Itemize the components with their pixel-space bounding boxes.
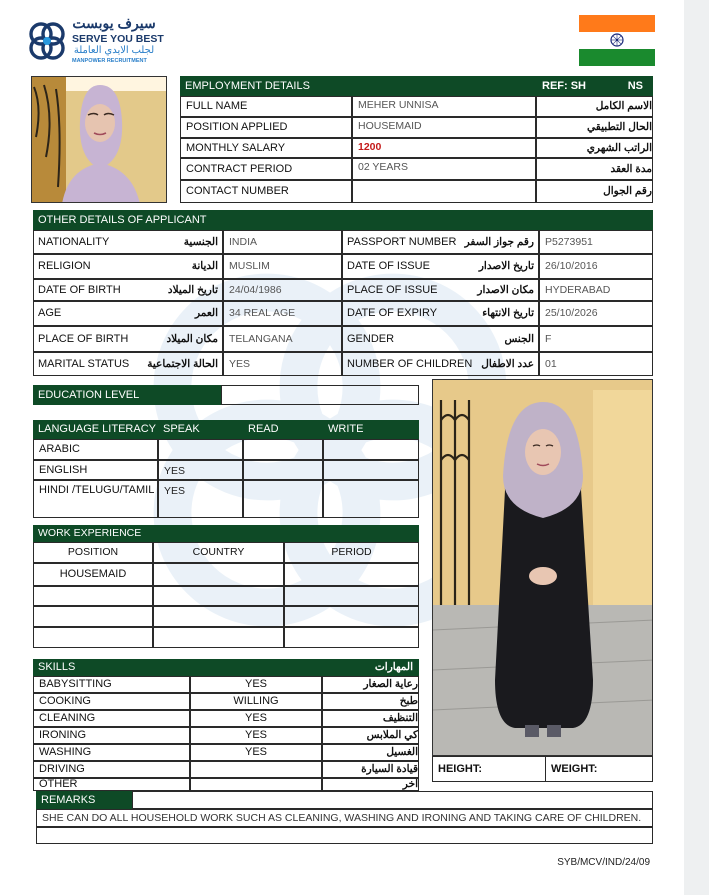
education-level-title: EDUCATION LEVEL bbox=[38, 388, 140, 401]
work-position: HOUSEMAID bbox=[33, 563, 153, 586]
skill-arabic: الغسيل bbox=[322, 744, 419, 761]
remarks-blank-row bbox=[36, 827, 653, 844]
skill-arabic: قيادة السيارة bbox=[322, 761, 419, 778]
ref-label: REF: SH bbox=[542, 79, 586, 92]
skill-arabic: اخر bbox=[322, 778, 419, 791]
work-period bbox=[284, 586, 419, 606]
employment-label: FULL NAME bbox=[180, 96, 352, 117]
other-right-value: 26/10/2016 bbox=[539, 254, 653, 279]
other-right-label: PLACE OF ISSUE bbox=[347, 283, 438, 296]
other-left-arabic: تاريخ الميلاد bbox=[167, 283, 218, 296]
skill-value: YES bbox=[190, 727, 322, 744]
language-name: ARABIC bbox=[33, 439, 158, 460]
work-country bbox=[153, 606, 284, 627]
other-details-header bbox=[33, 210, 342, 230]
skill-arabic: رعاية الصغار bbox=[322, 676, 419, 693]
language-speak bbox=[158, 439, 243, 460]
work-country bbox=[153, 627, 284, 648]
work-country bbox=[153, 563, 284, 586]
other-right-label: GENDER bbox=[347, 332, 395, 345]
language-name: HINDI /TELUGU/TAMIL bbox=[33, 480, 158, 518]
employment-label: MONTHLY SALARY bbox=[180, 138, 352, 158]
other-left-label: DATE OF BIRTH bbox=[38, 283, 121, 296]
employment-label: CONTACT NUMBER bbox=[180, 180, 352, 203]
education-level-header bbox=[33, 385, 221, 405]
work-position bbox=[33, 627, 153, 648]
other-details-title: OTHER DETAILS OF APPLICANT bbox=[38, 213, 207, 226]
skill-name: DRIVING bbox=[33, 761, 190, 778]
employment-value bbox=[352, 180, 536, 203]
other-left-label-cell bbox=[33, 326, 223, 352]
language-read bbox=[243, 460, 323, 480]
other-left-arabic: الديانة bbox=[191, 260, 218, 273]
skill-value: YES bbox=[190, 676, 322, 693]
applicant-full-photo bbox=[432, 379, 653, 756]
language-name: ENGLISH bbox=[33, 460, 158, 480]
skill-value: WILLING bbox=[190, 693, 322, 710]
remarks-header bbox=[36, 791, 132, 809]
other-right-label: DATE OF EXPIRY bbox=[347, 307, 438, 320]
work-country bbox=[153, 586, 284, 606]
employment-label: CONTRACT PERIOD bbox=[180, 158, 352, 180]
ashoka-chakra-icon bbox=[610, 33, 624, 47]
skill-name: OTHER bbox=[33, 778, 190, 791]
agency-name-arabic: سيرف يوبست bbox=[72, 15, 156, 31]
flag-saffron-band bbox=[579, 15, 655, 32]
skill-value: YES bbox=[190, 710, 322, 727]
remarks-header-bar bbox=[132, 791, 653, 809]
skill-name: WASHING bbox=[33, 744, 190, 761]
other-left-value: MUSLIM bbox=[223, 254, 342, 279]
agency-logo bbox=[24, 14, 194, 70]
employment-arabic-label: الاسم الكامل bbox=[536, 96, 653, 117]
other-right-value: 25/10/2026 bbox=[539, 301, 653, 326]
other-left-label: NATIONALITY bbox=[38, 235, 110, 248]
other-right-arabic: الجنس bbox=[504, 332, 534, 345]
skill-name: COOKING bbox=[33, 693, 190, 710]
flag-green-band bbox=[579, 49, 655, 66]
footer-code: SYB/MCV/IND/24/09 bbox=[557, 857, 650, 868]
other-left-arabic: العمر bbox=[194, 307, 218, 320]
work-experience-header-right bbox=[226, 525, 419, 542]
other-right-value: P5273951 bbox=[539, 230, 653, 254]
employment-arabic-label: رقم الجوال bbox=[536, 180, 653, 203]
other-left-label-cell bbox=[33, 254, 223, 279]
other-right-label-cell bbox=[342, 254, 539, 279]
other-left-label-cell bbox=[33, 230, 223, 254]
other-right-label: NUMBER OF CHILDREN bbox=[347, 357, 473, 370]
skill-value bbox=[190, 778, 322, 791]
other-right-label-cell bbox=[342, 352, 539, 376]
applicant-headshot bbox=[31, 76, 167, 203]
employment-arabic-label: الراتب الشهري bbox=[536, 138, 653, 158]
ref-header bbox=[536, 76, 653, 96]
other-right-arabic: مكان الاصدار bbox=[477, 283, 534, 296]
work-period bbox=[284, 627, 419, 648]
agency-name: SERVE YOU BEST bbox=[72, 33, 164, 45]
india-flag bbox=[579, 15, 655, 66]
other-left-label: AGE bbox=[38, 307, 62, 320]
work-period bbox=[284, 563, 419, 586]
ref-suffix: NS bbox=[627, 79, 643, 92]
skill-name: CLEANING bbox=[33, 710, 190, 727]
other-left-value: YES bbox=[223, 352, 342, 376]
remarks-title: REMARKS bbox=[41, 793, 96, 806]
work-header-1: COUNTRY bbox=[153, 542, 284, 563]
skills-arabic-title: المهارات bbox=[374, 661, 413, 674]
other-left-arabic: الجنسية bbox=[183, 235, 218, 248]
other-details-header-right bbox=[342, 210, 653, 230]
other-right-arabic: تاريخ الاصدار bbox=[478, 260, 534, 273]
skill-arabic: التنظيف bbox=[322, 710, 419, 727]
work-position bbox=[33, 606, 153, 627]
other-right-label-cell bbox=[342, 279, 539, 301]
skill-value: YES bbox=[190, 744, 322, 761]
skill-value bbox=[190, 761, 322, 778]
skill-arabic: طبخ bbox=[322, 693, 419, 710]
other-left-value: 34 REAL AGE bbox=[223, 301, 342, 326]
language-write bbox=[323, 480, 419, 518]
weight-label: WEIGHT: bbox=[545, 756, 653, 782]
other-left-label-cell bbox=[33, 279, 223, 301]
language-read bbox=[243, 439, 323, 460]
skills-header-arabic-cell bbox=[251, 659, 419, 676]
other-right-value: HYDERABAD bbox=[539, 279, 653, 301]
language-header-0: LANGUAGE LITERACY bbox=[33, 420, 158, 439]
other-left-value: TELANGANA bbox=[223, 326, 342, 352]
employment-arabic-label: مدة العقد bbox=[536, 158, 653, 180]
other-left-arabic: الحالة الاجتماعية bbox=[147, 357, 218, 370]
skill-arabic: كي الملابس bbox=[322, 727, 419, 744]
remarks-body: SHE CAN DO ALL HOUSEHOLD WORK SUCH AS CLEANING, WASHING AND IRONING AND TAKING CARE OF CHILDREN. bbox=[42, 811, 642, 824]
employment-details-header bbox=[180, 76, 536, 96]
work-experience-header: WORK EXPERIENCE bbox=[33, 525, 226, 542]
other-left-label: PLACE OF BIRTH bbox=[38, 332, 129, 345]
other-right-value: F bbox=[539, 326, 653, 352]
language-read bbox=[243, 480, 323, 518]
other-left-value: INDIA bbox=[223, 230, 342, 254]
other-left-label: RELIGION bbox=[38, 260, 91, 273]
language-write bbox=[323, 439, 419, 460]
other-right-label: PASSPORT NUMBER bbox=[347, 235, 457, 248]
language-header-3: WRITE bbox=[323, 420, 419, 439]
other-right-label-cell bbox=[342, 326, 539, 352]
remarks-text bbox=[36, 809, 653, 827]
language-speak: YES bbox=[158, 460, 243, 480]
language-header-1: SPEAK bbox=[158, 420, 243, 439]
other-right-value: 01 bbox=[539, 352, 653, 376]
other-left-arabic: مكان الميلاد bbox=[166, 332, 218, 345]
employment-value: 02 YEARS bbox=[352, 158, 536, 180]
other-right-arabic: رقم جواز السفر bbox=[464, 235, 534, 248]
work-position bbox=[33, 586, 153, 606]
skill-name: BABYSITTING bbox=[33, 676, 190, 693]
other-right-label-cell bbox=[342, 301, 539, 326]
other-left-label-cell bbox=[33, 352, 223, 376]
agency-tagline: MANPOWER RECRUITMENT bbox=[72, 58, 147, 64]
other-left-label: MARITAL STATUS bbox=[38, 357, 130, 370]
education-level-value bbox=[221, 385, 419, 405]
employment-label: POSITION APPLIED bbox=[180, 117, 352, 138]
skill-name: IRONING bbox=[33, 727, 190, 744]
employment-value: 1200 bbox=[352, 138, 536, 158]
skills-header: SKILLS bbox=[33, 659, 251, 676]
employment-arabic-label: الحال التطبيقي bbox=[536, 117, 653, 138]
height-label: HEIGHT: bbox=[432, 756, 546, 782]
other-right-arabic: تاريخ الانتهاء bbox=[482, 307, 534, 320]
employment-value: HOUSEMAID bbox=[352, 117, 536, 138]
work-header-2: PERIOD bbox=[284, 542, 419, 563]
other-left-value: 24/04/1986 bbox=[223, 279, 342, 301]
language-speak: YES bbox=[158, 480, 243, 518]
language-write bbox=[323, 460, 419, 480]
logo-knot-icon bbox=[26, 18, 68, 66]
other-right-arabic: عدد الاطفال bbox=[481, 357, 534, 370]
work-period bbox=[284, 606, 419, 627]
employment-value: MEHER UNNISA bbox=[352, 96, 536, 117]
agency-tagline-arabic: لجلب الايدي العاملة bbox=[73, 45, 155, 56]
language-header-2: READ bbox=[243, 420, 323, 439]
other-right-label-cell bbox=[342, 230, 539, 254]
work-header-0: POSITION bbox=[33, 542, 153, 563]
other-right-label: DATE OF ISSUE bbox=[347, 260, 430, 273]
employment-details-title: EMPLOYMENT DETAILS bbox=[185, 79, 310, 92]
other-left-label-cell bbox=[33, 301, 223, 326]
